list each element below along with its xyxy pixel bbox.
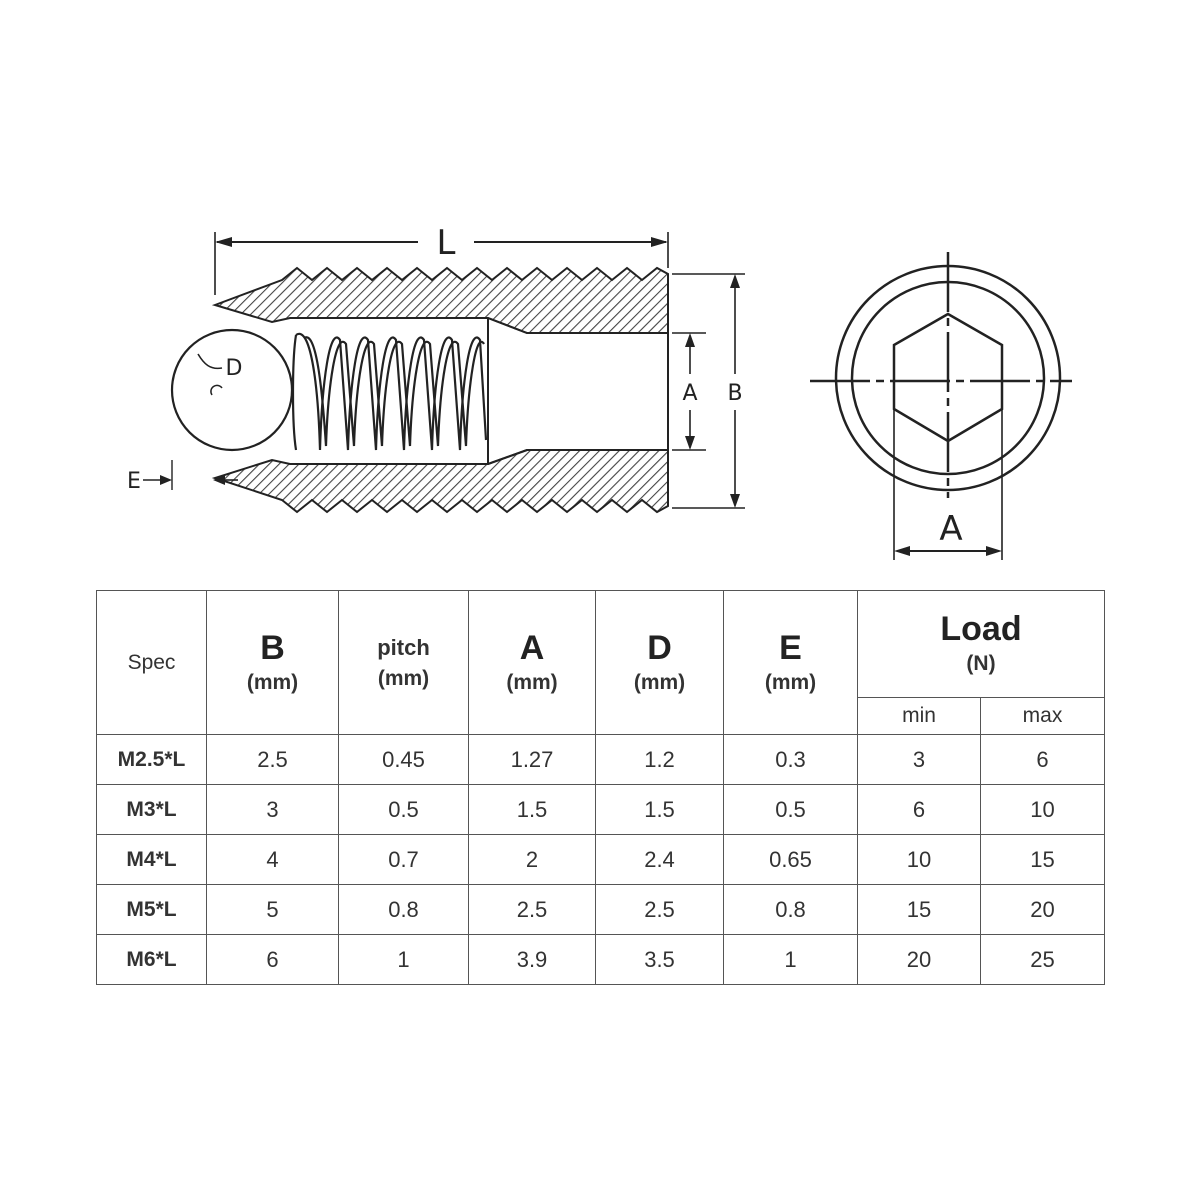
header-d-unit: (mm) xyxy=(633,670,686,694)
header-e-unit: (mm) xyxy=(764,670,817,694)
header-e xyxy=(724,591,858,735)
ball-plunger-drawing xyxy=(0,0,1200,590)
header-pitch-unit: (mm) xyxy=(377,666,430,690)
cell-pitch: 0.7 xyxy=(339,835,469,885)
label-e: E xyxy=(127,469,141,494)
table-row xyxy=(97,735,1105,785)
cell-b: 3 xyxy=(207,785,339,835)
header-d-label: D xyxy=(647,628,672,667)
cell-load-min: 3 xyxy=(858,735,981,785)
cell-pitch: 0.45 xyxy=(339,735,469,785)
top-thread-wall xyxy=(215,268,668,333)
cell-load-min: 15 xyxy=(858,885,981,935)
cell-load-min: 20 xyxy=(858,935,981,985)
cell-load-max: 10 xyxy=(981,785,1105,835)
cell-pitch: 1 xyxy=(339,935,469,985)
cell-e: 0.3 xyxy=(724,735,858,785)
cell-spec: M6*L xyxy=(97,935,207,985)
header-load-min: min xyxy=(858,698,981,735)
header-pitch-label: pitch xyxy=(377,634,430,660)
cell-a: 2 xyxy=(469,835,596,885)
table-row xyxy=(97,935,1105,985)
bottom-thread-wall xyxy=(215,450,668,512)
cell-e: 0.65 xyxy=(724,835,858,885)
ball xyxy=(172,330,292,450)
cell-spec: M4*L xyxy=(97,835,207,885)
header-a xyxy=(469,591,596,735)
cell-spec: M5*L xyxy=(97,885,207,935)
cell-a: 3.9 xyxy=(469,935,596,985)
spec-table xyxy=(96,590,1105,985)
cell-d: 3.5 xyxy=(596,935,724,985)
header-d xyxy=(596,591,724,735)
header-a-unit: (mm) xyxy=(506,670,558,694)
header-pitch xyxy=(339,591,469,735)
cell-a: 1.5 xyxy=(469,785,596,835)
header-spec: Spec xyxy=(97,591,207,735)
cell-d: 1.5 xyxy=(596,785,724,835)
cell-load-max: 25 xyxy=(981,935,1105,985)
label-l: L xyxy=(436,223,456,263)
table-row xyxy=(97,785,1105,835)
cell-e: 0.8 xyxy=(724,885,858,935)
cell-d: 1.2 xyxy=(596,735,724,785)
cell-load-min: 6 xyxy=(858,785,981,835)
cell-a: 1.27 xyxy=(469,735,596,785)
header-b-unit: (mm) xyxy=(246,670,299,694)
header-e-label: E xyxy=(779,628,802,667)
end-view xyxy=(810,252,1072,560)
cell-spec: M2.5*L xyxy=(97,735,207,785)
label-b-side: B xyxy=(727,381,743,406)
cell-load-min: 10 xyxy=(858,835,981,885)
cell-a: 2.5 xyxy=(469,885,596,935)
header-load xyxy=(858,591,1105,698)
cell-e: 0.5 xyxy=(724,785,858,835)
cell-e: 1 xyxy=(724,935,858,985)
spring xyxy=(293,334,486,450)
header-load-label: Load xyxy=(940,610,1022,648)
header-a-label: A xyxy=(519,628,545,667)
table-row xyxy=(97,835,1105,885)
cell-pitch: 0.5 xyxy=(339,785,469,835)
side-view xyxy=(127,223,745,512)
table-row xyxy=(97,885,1105,935)
header-load-max: max xyxy=(981,698,1105,735)
cell-b: 6 xyxy=(207,935,339,985)
cell-load-max: 20 xyxy=(981,885,1105,935)
cell-d: 2.4 xyxy=(596,835,724,885)
header-load-unit: (N) xyxy=(966,652,996,675)
cell-b: 5 xyxy=(207,885,339,935)
cell-d: 2.5 xyxy=(596,885,724,935)
cell-pitch: 0.8 xyxy=(339,885,469,935)
cell-load-max: 15 xyxy=(981,835,1105,885)
label-a-end: A xyxy=(939,509,963,549)
cell-load-max: 6 xyxy=(981,735,1105,785)
cell-b: 2.5 xyxy=(207,735,339,785)
cell-b: 4 xyxy=(207,835,339,885)
label-d: D xyxy=(225,356,243,381)
header-b-label: B xyxy=(260,628,285,667)
cell-spec: M3*L xyxy=(97,785,207,835)
header-b xyxy=(207,591,339,735)
label-a-side: A xyxy=(682,381,698,406)
